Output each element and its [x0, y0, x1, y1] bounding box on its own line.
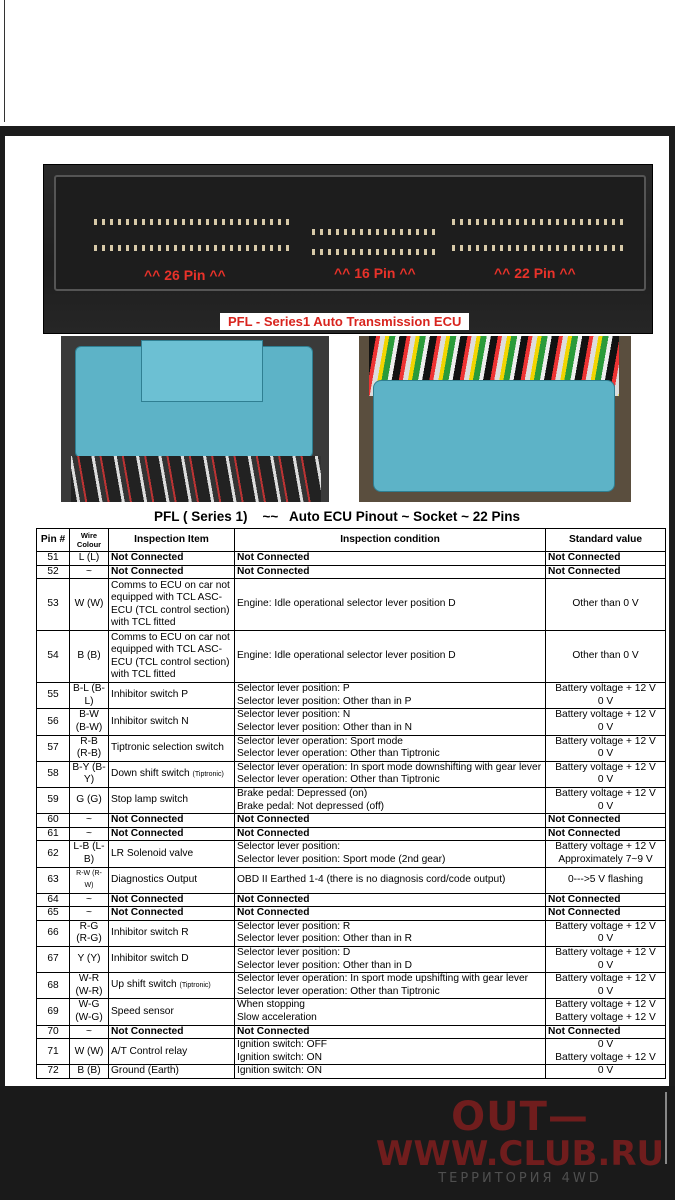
- pin-number: 58: [37, 761, 70, 787]
- table-row: [37, 973, 666, 999]
- inspection-condition: [235, 947, 546, 973]
- cell-line: Ignition switch: ON: [237, 1065, 322, 1077]
- inspection-item: [109, 893, 235, 907]
- item-text: Not Connected: [111, 552, 184, 563]
- pin-number: 62: [37, 841, 70, 867]
- cell-line: Selector lever operation: Other than Tiptronic: [237, 985, 440, 997]
- cell-line: Not Connected: [237, 827, 310, 839]
- table-row: [37, 565, 666, 579]
- table-row: [37, 841, 666, 867]
- cell-line: Ignition switch: ON: [237, 1051, 322, 1063]
- item-text: Comms to ECU on car not equipped with TCL ASC-ECU (TCL control section) with TCL fitted: [111, 631, 230, 681]
- pin-number: 70: [37, 1025, 70, 1039]
- inspection-item: [109, 709, 235, 735]
- cell-line: Not Connected: [237, 1025, 310, 1037]
- inspection-condition: [235, 735, 546, 761]
- connector-photo-right: [359, 336, 631, 502]
- pin-number: 55: [37, 683, 70, 709]
- standard-value: [546, 565, 666, 579]
- pin-number: 67: [37, 947, 70, 973]
- inspection-condition: [235, 1025, 546, 1039]
- inspection-condition: [235, 907, 546, 921]
- standard-value: [546, 787, 666, 813]
- inspection-item: [109, 735, 235, 761]
- cell-line: Selector lever operation: In sport mode upshifting with gear lever: [237, 973, 529, 985]
- inspection-condition: [235, 920, 546, 946]
- pin-number: 66: [37, 920, 70, 946]
- cell-line: Approximately 7~9 V: [558, 853, 653, 865]
- cell-line: 0 V: [597, 774, 614, 786]
- watermark-line3: ТЕРРИТОРИЯ 4WD: [438, 1171, 602, 1186]
- item-text: Inhibitor switch R: [111, 927, 189, 939]
- inspection-item: [109, 1065, 235, 1079]
- wire-colour: R-B (R-B): [70, 735, 109, 761]
- inspection-condition: [235, 709, 546, 735]
- item-text: Inhibitor switch P: [111, 689, 189, 701]
- standard-value: [546, 1039, 666, 1065]
- cell-line: Battery voltage + 12 V: [555, 709, 656, 721]
- ecu-title: PFL - Series1 Auto Transmission ECU: [220, 313, 469, 330]
- col-wire: Wire Colour: [70, 529, 109, 552]
- inspection-item: [109, 920, 235, 946]
- standard-value: [546, 841, 666, 867]
- standard-value: [546, 683, 666, 709]
- standard-value: [546, 709, 666, 735]
- cell-line: 0--->5 V flashing: [567, 873, 644, 885]
- item-text: Tiptronic selection switch: [111, 741, 224, 753]
- inspection-item: [109, 999, 235, 1025]
- inspection-item: [109, 683, 235, 709]
- item-text: Up shift switch: [111, 979, 177, 991]
- pin-number: 61: [37, 827, 70, 841]
- pin-number: 71: [37, 1039, 70, 1065]
- document-title: PFL ( Series 1) ~~ Auto ECU Pinout ~ Socket ~ 22 Pins: [153, 509, 521, 524]
- pinout-table: [36, 528, 666, 1079]
- cell-line: 0 V: [597, 1039, 614, 1051]
- cell-line: Battery voltage + 12 V: [555, 920, 656, 932]
- pin-number: 69: [37, 999, 70, 1025]
- standard-value: [546, 947, 666, 973]
- inspection-item: [109, 973, 235, 999]
- table-row: [37, 827, 666, 841]
- cell-line: Other than 0 V: [572, 598, 639, 610]
- pin-row: [94, 219, 294, 225]
- inspection-item: [109, 1039, 235, 1065]
- table-row: [37, 947, 666, 973]
- wire-colour: ~: [70, 814, 109, 828]
- cell-line: Not Connected: [237, 907, 310, 919]
- item-text: Not Connected: [111, 893, 184, 905]
- table-row: [37, 1025, 666, 1039]
- cell-line: Selector lever operation: Other than Tiptronic: [237, 748, 440, 760]
- inspection-condition: [235, 814, 546, 828]
- item-text: Not Connected: [111, 814, 184, 826]
- inspection-condition: [235, 552, 546, 566]
- cell-line: Other than 0 V: [572, 650, 639, 662]
- item-text: Not Connected: [111, 907, 184, 919]
- inspection-item: [109, 761, 235, 787]
- wire-colour: W-R (W-R): [70, 973, 109, 999]
- wire-colour: W-G (W-G): [70, 999, 109, 1025]
- pin-row: [94, 245, 294, 251]
- item-text: Stop lamp switch: [111, 794, 189, 806]
- inspection-condition: [235, 787, 546, 813]
- item-text: Inhibitor switch D: [111, 953, 189, 965]
- item-text: Not Connected: [111, 827, 184, 839]
- inspection-condition: [235, 999, 546, 1025]
- col-standard-value: Standard value: [546, 529, 666, 552]
- table-row: [37, 579, 666, 631]
- pin-row: [312, 249, 440, 255]
- standard-value: [546, 1025, 666, 1039]
- table-row: [37, 893, 666, 907]
- wire-colour: ~: [70, 893, 109, 907]
- pin-number: 63: [37, 867, 70, 893]
- inspection-condition: [235, 893, 546, 907]
- wire-colour: L-B (L-B): [70, 841, 109, 867]
- item-text: Not Connected: [111, 565, 184, 577]
- table-row: [37, 552, 666, 566]
- item-text: LR Solenoid valve: [111, 847, 194, 859]
- standard-value: [546, 827, 666, 841]
- item-note: (Tiptronic): [179, 982, 211, 990]
- pin-number: 54: [37, 631, 70, 683]
- table-row: [37, 683, 666, 709]
- pin-number: 72: [37, 1065, 70, 1079]
- cell-line: Battery voltage + 12 V: [555, 787, 656, 799]
- cell-line: OBD II Earthed 1-4 (there is no diagnosis cord/code output): [237, 873, 506, 885]
- wire-colour: G (G): [70, 787, 109, 813]
- wire-colour: B (B): [70, 1065, 109, 1079]
- pin-number: 64: [37, 893, 70, 907]
- wire-colour: B-Y (B-Y): [70, 761, 109, 787]
- cell-line: Selector lever position: Other than in D: [237, 959, 412, 971]
- pin-row: [452, 219, 624, 225]
- table-row: [37, 999, 666, 1025]
- pin-label-22: ^^ 22 Pin ^^: [494, 265, 576, 281]
- cell-line: Not Connected: [237, 893, 310, 905]
- item-text: A/T Control relay: [111, 1045, 188, 1057]
- cell-line: 0 V: [597, 748, 614, 760]
- pin-label-16: ^^ 16 Pin ^^: [334, 265, 416, 281]
- connector-photo-left: [61, 336, 329, 502]
- standard-value: [546, 631, 666, 683]
- divider: [4, 0, 5, 122]
- table-row: [37, 735, 666, 761]
- cell-line: Not Connected: [548, 827, 621, 839]
- inspection-condition: [235, 1065, 546, 1079]
- wire-colour: W (W): [70, 579, 109, 631]
- cell-line: 0 V: [597, 800, 614, 812]
- inspection-condition: [235, 761, 546, 787]
- cell-line: Engine: Idle operational selector lever position D: [237, 598, 456, 610]
- cell-line: Selector lever position: N: [237, 709, 351, 721]
- inspection-condition: [235, 973, 546, 999]
- wire-colour: ~: [70, 827, 109, 841]
- standard-value: [546, 814, 666, 828]
- standard-value: [546, 893, 666, 907]
- ecu-photo: [43, 164, 653, 334]
- cell-line: Not Connected: [548, 814, 621, 826]
- inspection-item: [109, 867, 235, 893]
- item-text: Speed sensor: [111, 1005, 174, 1017]
- pin-number: 65: [37, 907, 70, 921]
- cell-line: Battery voltage + 12 V: [555, 841, 656, 853]
- col-condition: Inspection condition: [235, 529, 546, 552]
- cell-line: Battery voltage + 12 V: [555, 761, 656, 773]
- inspection-item: [109, 1025, 235, 1039]
- wire-colour: W (W): [70, 1039, 109, 1065]
- inspection-item: [109, 565, 235, 579]
- item-text: Diagnostics Output: [111, 873, 198, 885]
- inspection-item: [109, 579, 235, 631]
- inspection-condition: [235, 579, 546, 631]
- wire-colour: B (B): [70, 631, 109, 683]
- pin-row: [312, 229, 440, 235]
- cell-line: Selector lever position: Other than in P: [237, 695, 412, 707]
- item-note: (Tiptronic): [192, 770, 224, 778]
- cell-line: Selector lever position: D: [237, 947, 351, 959]
- pin-number: 51: [37, 552, 70, 566]
- standard-value: [546, 735, 666, 761]
- cell-line: 0 V: [597, 1065, 614, 1077]
- table-header-row: [37, 529, 666, 552]
- cell-line: Brake pedal: Depressed (on): [237, 787, 368, 799]
- table-row: [37, 1065, 666, 1079]
- pin-number: 56: [37, 709, 70, 735]
- inspection-item: [109, 827, 235, 841]
- inspection-item: [109, 814, 235, 828]
- cell-line: Not Connected: [237, 552, 310, 563]
- cell-line: Not Connected: [548, 907, 621, 919]
- cell-line: Not Connected: [548, 1025, 621, 1037]
- wire-colour: ~: [70, 907, 109, 921]
- cell-line: Not Connected: [548, 893, 621, 905]
- wire-colour: R-W (R-W): [70, 867, 109, 893]
- wire-colour: Y (Y): [70, 947, 109, 973]
- item-text: Inhibitor switch N: [111, 715, 189, 727]
- inspection-condition: [235, 683, 546, 709]
- inspection-item: [109, 907, 235, 921]
- table-row: [37, 761, 666, 787]
- item-text: Down shift switch: [111, 767, 190, 779]
- cell-line: Selector lever position: Other than in R: [237, 933, 412, 945]
- inspection-item: [109, 787, 235, 813]
- inspection-item: [109, 552, 235, 566]
- wire-colour: R-G (R-G): [70, 920, 109, 946]
- cell-line: When stopping: [237, 999, 305, 1011]
- cell-line: Not Connected: [237, 565, 310, 577]
- item-text: Comms to ECU on car not equipped with TCL ASC-ECU (TCL control section) with TCL fitted: [111, 579, 230, 629]
- inspection-item: [109, 631, 235, 683]
- standard-value: [546, 999, 666, 1025]
- inspection-item: [109, 841, 235, 867]
- cell-line: 0 V: [597, 721, 614, 733]
- standard-value: [546, 552, 666, 566]
- cell-line: Not Connected: [237, 814, 310, 826]
- table-row: [37, 907, 666, 921]
- standard-value: [546, 907, 666, 921]
- cell-line: Battery voltage + 12 V: [555, 1051, 656, 1063]
- wire-colour: L (L): [70, 552, 109, 566]
- standard-value: [546, 973, 666, 999]
- top-white-area: [0, 0, 675, 126]
- cell-line: Battery voltage + 12 V: [555, 999, 656, 1011]
- cell-line: Selector lever operation: In sport mode downshifting with gear lever: [237, 761, 542, 773]
- table-row: [37, 920, 666, 946]
- inspection-item: [109, 947, 235, 973]
- standard-value: [546, 579, 666, 631]
- pin-number: 53: [37, 579, 70, 631]
- pin-row: [452, 245, 624, 251]
- pin-number: 68: [37, 973, 70, 999]
- cell-line: Battery voltage + 12 V: [555, 1012, 656, 1024]
- cell-line: Selector lever operation: Other than Tiptronic: [237, 774, 440, 786]
- cell-line: Slow acceleration: [237, 1012, 317, 1024]
- pin-number: 60: [37, 814, 70, 828]
- inspection-condition: [235, 841, 546, 867]
- inspection-condition: [235, 565, 546, 579]
- standard-value: [546, 761, 666, 787]
- item-text: Ground (Earth): [111, 1065, 179, 1077]
- cell-line: Selector lever position:: [237, 841, 341, 853]
- blue-connector: [373, 380, 615, 492]
- watermark-line1: OUT—: [451, 1094, 589, 1140]
- wire-colour: B-W (B-W): [70, 709, 109, 735]
- table-row: [37, 709, 666, 735]
- cell-line: Selector lever position: Sport mode (2nd gear): [237, 853, 446, 865]
- cell-line: Engine: Idle operational selector lever position D: [237, 650, 456, 662]
- inspection-condition: [235, 631, 546, 683]
- cell-line: Battery voltage + 12 V: [555, 735, 656, 747]
- watermark: [375, 1094, 665, 1186]
- connector-latch: [141, 340, 263, 402]
- cell-line: Selector lever position: Other than in N: [237, 721, 412, 733]
- inspection-condition: [235, 1039, 546, 1065]
- document-page: [5, 136, 669, 1086]
- cell-line: Not Connected: [548, 565, 621, 577]
- cell-line: 0 V: [597, 959, 614, 971]
- cell-line: Selector lever position: P: [237, 683, 350, 695]
- cell-line: 0 V: [597, 695, 614, 707]
- standard-value: [546, 1065, 666, 1079]
- table-row: [37, 787, 666, 813]
- wire-colour: ~: [70, 565, 109, 579]
- inspection-condition: [235, 827, 546, 841]
- wire-bundle: [71, 456, 321, 502]
- table-row: [37, 867, 666, 893]
- standard-value: [546, 867, 666, 893]
- cell-line: Battery voltage + 12 V: [555, 683, 656, 695]
- pin-label-26: ^^ 26 Pin ^^: [144, 267, 226, 283]
- cell-line: Brake pedal: Not depressed (off): [237, 800, 385, 812]
- col-pin: Pin #: [37, 529, 70, 552]
- cell-line: 0 V: [597, 985, 614, 997]
- watermark-line2: WWW.CLUB.RU: [375, 1134, 665, 1174]
- table-row: [37, 1039, 666, 1065]
- cell-line: 0 V: [597, 933, 614, 945]
- pin-number: 52: [37, 565, 70, 579]
- cell-line: Battery voltage + 12 V: [555, 947, 656, 959]
- cell-line: Battery voltage + 12 V: [555, 973, 656, 985]
- item-text: Not Connected: [111, 1025, 184, 1037]
- cell-line: Not Connected: [548, 552, 621, 563]
- col-item: Inspection Item: [109, 529, 235, 552]
- standard-value: [546, 920, 666, 946]
- wire-colour: ~: [70, 1025, 109, 1039]
- cell-line: Selector lever operation: Sport mode: [237, 735, 403, 747]
- table-row: [37, 631, 666, 683]
- cell-line: Selector lever position: R: [237, 920, 351, 932]
- pin-number: 59: [37, 787, 70, 813]
- table-row: [37, 814, 666, 828]
- inspection-condition: [235, 867, 546, 893]
- pin-number: 57: [37, 735, 70, 761]
- wire-colour: B-L (B-L): [70, 683, 109, 709]
- scrollbar[interactable]: [665, 1092, 667, 1164]
- cell-line: Ignition switch: OFF: [237, 1039, 328, 1051]
